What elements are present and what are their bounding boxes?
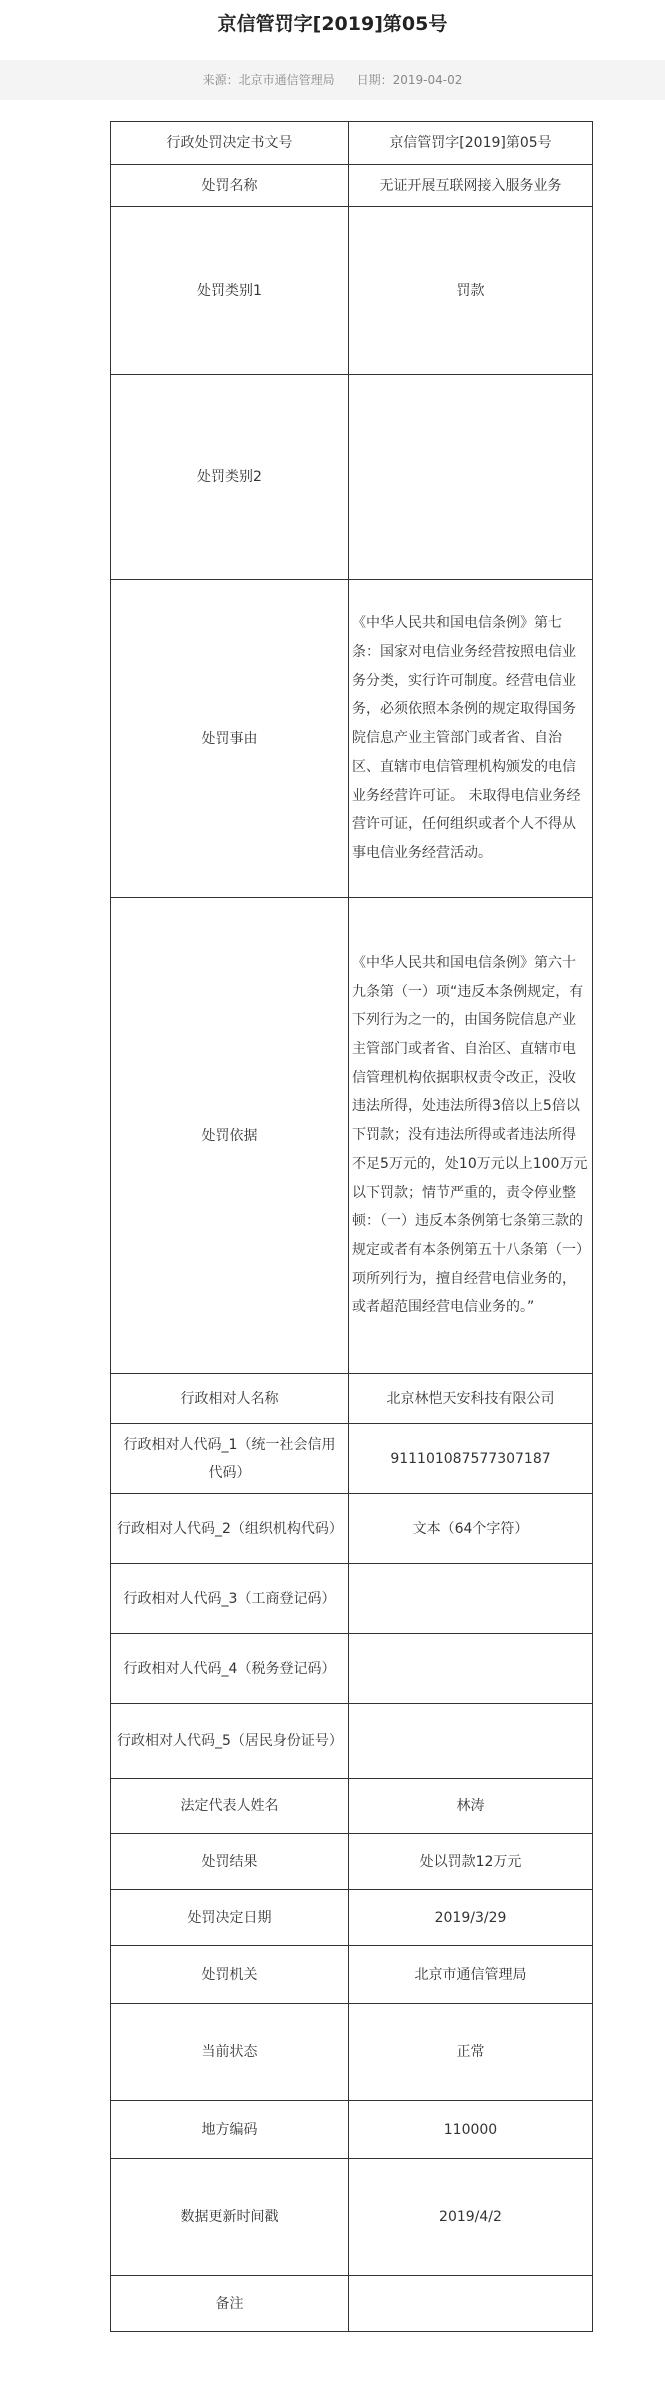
table-row: [111, 1374, 593, 1424]
table-row: [111, 1424, 593, 1494]
row-value: 无证开展互联网接入服务业务: [349, 165, 593, 207]
row-label: 处罚结果: [111, 1834, 349, 1890]
row-value: 京信管罚字[2019]第05号: [349, 122, 593, 165]
row-value: 《中华人民共和国电信条例》第六十九条第（一）项“违反本条例规定，有下列行为之一的，由国务院信息产业主管部门或者省、自治区、直辖市电信管理机构依据职权责令改正，没收违法所得，处违法所得3倍以上5倍以下罚款；没有违法所得或者违法所得不足5万元的，处10万元以上100万元以下罚款；情节严重的，责令停业整顿：（一）违反本条例第七条第三款的规定或者有本条例第五十八条第（一）项所列行为，擅自经营电信业务的，或者超范围经营电信业务的。”: [349, 898, 593, 1374]
row-value: 罚款: [349, 207, 593, 375]
row-value: [349, 1704, 593, 1779]
row-label: 处罚机关: [111, 1946, 349, 2004]
row-value: 林涛: [349, 1779, 593, 1834]
row-value: [349, 2276, 593, 2332]
table-row: [111, 580, 593, 898]
row-label: 处罚决定日期: [111, 1890, 349, 1946]
source-label: 来源：: [202, 73, 239, 87]
table-row: [111, 1494, 593, 1564]
row-label: 备注: [111, 2276, 349, 2332]
table-row: [111, 1704, 593, 1779]
page-title: 京信管罚字[2019]第05号: [217, 13, 448, 35]
table-row: [111, 1634, 593, 1704]
row-value: 2019/4/2: [349, 2159, 593, 2276]
date-value: 2019-04-02: [392, 73, 463, 87]
row-label: 行政相对人代码_1（统一社会信用代码）: [111, 1424, 349, 1494]
row-value: 911101087577307187: [349, 1424, 593, 1494]
row-label: 行政相对人代码_5（居民身份证号）: [111, 1704, 349, 1779]
penalty-info-table: [110, 121, 593, 2332]
row-value: 北京林恺天安科技有限公司: [349, 1374, 593, 1424]
row-label: 处罚名称: [111, 165, 349, 207]
row-value: 处以罚款12万元: [349, 1834, 593, 1890]
table-row: [111, 2276, 593, 2332]
date-label: 日期：: [356, 73, 393, 87]
row-value: 110000: [349, 2101, 593, 2159]
row-value: 北京市通信管理局: [349, 1946, 593, 2004]
row-label: 行政相对人代码_4（税务登记码）: [111, 1634, 349, 1704]
row-value: 2019/3/29: [349, 1890, 593, 1946]
row-value: 正常: [349, 2004, 593, 2101]
table-row: [111, 375, 593, 580]
row-label: 法定代表人姓名: [111, 1779, 349, 1834]
table-row: [111, 1890, 593, 1946]
row-label: 处罚类别2: [111, 375, 349, 580]
table-row: [111, 122, 593, 165]
row-value: 《中华人民共和国电信条例》第七条：国家对电信业务经营按照电信业务分类，实行许可制度。经营电信业务，必须依照本条例的规定取得国务院信息产业主管部门或者省、自治区、直辖市电信管理机构颁发的电信业务经营许可证。 未取得电信业务经营许可证，任何组织或者个人不得从事电信业务经营活动。: [349, 580, 593, 898]
table-row: [111, 1946, 593, 2004]
table-row: [111, 1564, 593, 1634]
row-label: 当前状态: [111, 2004, 349, 2101]
row-value: [349, 375, 593, 580]
table-row: [111, 2101, 593, 2159]
table-row: [111, 1834, 593, 1890]
row-value: 文本（64个字符）: [349, 1494, 593, 1564]
row-label: 处罚类别1: [111, 207, 349, 375]
row-value: [349, 1564, 593, 1634]
source-value: 北京市通信管理局: [238, 73, 335, 87]
row-label: 处罚依据: [111, 898, 349, 1374]
table-row: [111, 898, 593, 1374]
row-label: 行政相对人代码_2（组织机构代码）: [111, 1494, 349, 1564]
row-value: [349, 1634, 593, 1704]
row-label: 行政相对人代码_3（工商登记码）: [111, 1564, 349, 1634]
table-row: [111, 2159, 593, 2276]
table-row: [111, 2004, 593, 2101]
row-label: 行政处罚决定书文号: [111, 122, 349, 165]
row-label: 数据更新时间戳: [111, 2159, 349, 2276]
row-label: 处罚事由: [111, 580, 349, 898]
table-row: [111, 165, 593, 207]
row-label: 行政相对人名称: [111, 1374, 349, 1424]
article-meta: [0, 60, 665, 100]
table-row: [111, 1779, 593, 1834]
table-row: [111, 207, 593, 375]
row-label: 地方编码: [111, 2101, 349, 2159]
